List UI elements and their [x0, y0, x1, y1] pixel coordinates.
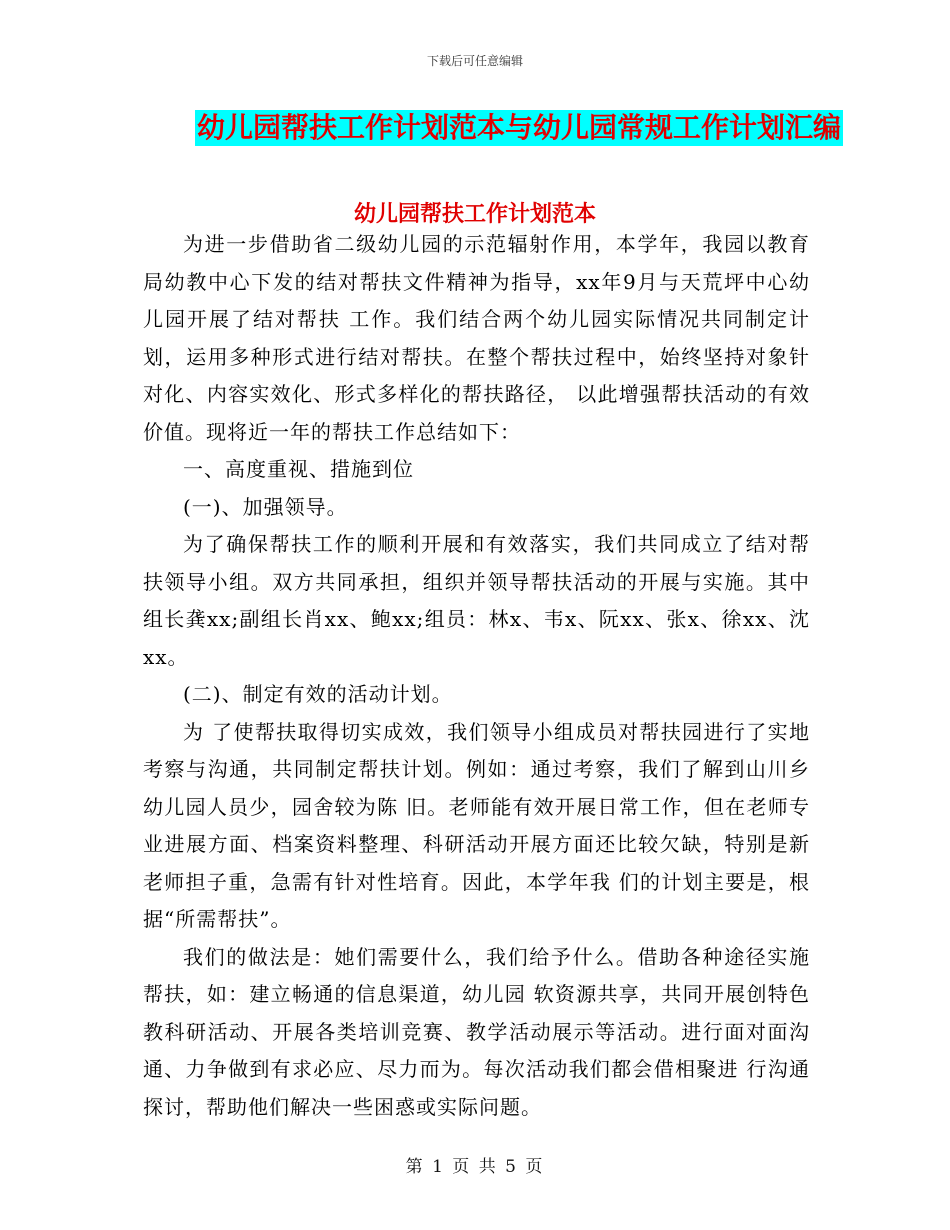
paragraph-intro: 为进一步借助省二级幼儿园的示范辐射作用，本学年，我园以教育局幼教中心下发的结对帮扶文件精神为指导，xx年9月与天荒坪中心幼儿园开展了结对帮扶 工作。我们结合两个幼儿园实际情况共同制定计划，运用多种形式进行结对帮扶。在整个帮扶过程中，始终坚持对象针对化、内容实效化、形式多样化的帮扶路径， 以此增强帮扶活动的有效价值。现将近一年的帮扶工作总结如下：	[143, 232, 810, 444]
main-title-wrap	[195, 110, 843, 146]
paragraph-method: 我们的做法是：她们需要什么，我们给予什么。借助各种途径实施帮扶，如：建立畅通的信息渠道，幼儿园 软资源共享，共同开展创特色教科研活动、开展各类培训竞赛、教学活动展示等活动。进行面对面沟通、力争做到有求必应、尽力而为。每次活动我们都会借相聚进 行沟通探讨，帮助他们解决一些困惑或实际问题。	[143, 944, 810, 1119]
page-header-note: 下载后可任意编辑	[426, 54, 523, 68]
main-title: 幼儿园帮扶工作计划范本与幼儿园常规工作计划汇编	[197, 111, 842, 144]
section-title: 幼儿园帮扶工作计划范本	[353, 202, 596, 227]
heading-level-2-plan: (二)、制定有效的活动计划。	[183, 682, 453, 706]
paragraph-leadership: 为了确保帮扶工作的顺利开展和有效落实，我们共同成立了结对帮扶领导小组。双方共同承担，组织并领导帮扶活动的开展与实施。其中组长龚xx;副组长肖xx、鲍xx;组员：林x、韦x、阮xx、张x、徐xx、沈xx。	[143, 532, 810, 669]
paragraph-plan: 为 了使帮扶取得切实成效，我们领导小组成员对帮扶园进行了实地考察与沟通，共同制定帮扶计划。例如：通过考察，我们了解到山川乡幼儿园人员少，园舍较为陈 旧。老师能有效开展日常工作，但在老师专业进展方面、档案资料整理、科研活动开展方面还比较欠缺，特别是新老师担子重，急需有针对性培育。因此，本学年我 们的计划主要是，根据“所需帮扶”。	[143, 719, 810, 931]
page-footer: 第 1 页 共 5 页	[405, 1157, 545, 1177]
heading-level-1: 一、高度重视、措施到位	[183, 457, 414, 481]
heading-level-2-leadership: (一)、加强领导。	[183, 494, 348, 519]
body-text	[143, 226, 810, 1126]
